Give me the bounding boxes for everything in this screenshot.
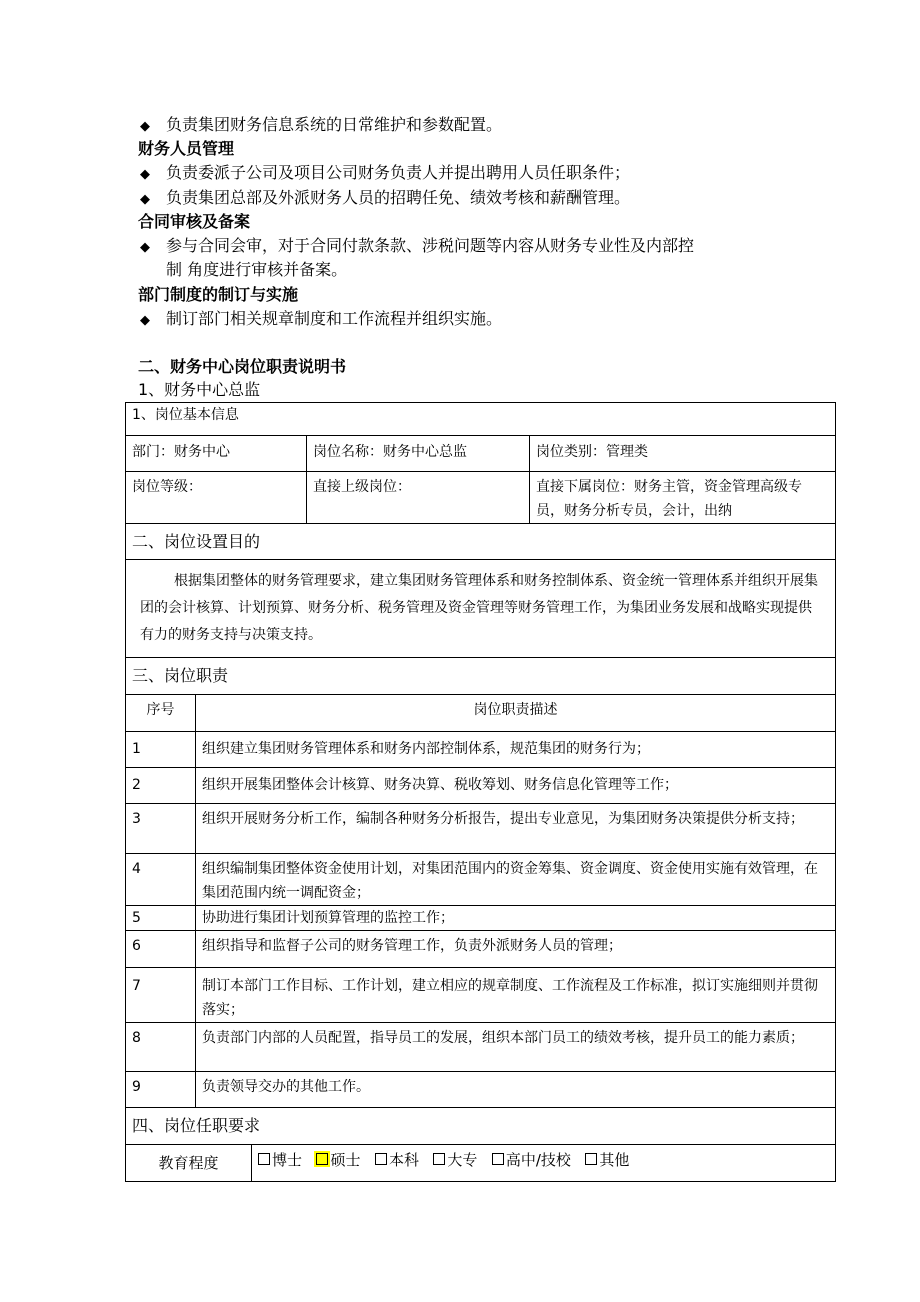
basic-info-title: 1、岗位基本信息 [126, 403, 836, 436]
bullet-text: 制订部门相关规章制度和工作流程并组织实施。 [166, 309, 503, 328]
position-level-cell: 岗位等级： [126, 472, 307, 524]
purpose-text: 根据集团整体的财务管理要求，建立集团财务管理体系和财务控制体系、资金统一管理体系并组织开展集团的会计核算、计划预算、财务分析、税务管理及资金管理等财务管理工作，为集团业务发展和战略实现提供有力的财务支持与决策支持。 [140, 573, 818, 643]
purpose-text-cell [126, 560, 836, 658]
table-row [126, 768, 836, 804]
education-option-other[interactable]: 其他 [585, 1148, 629, 1172]
table-row [126, 906, 836, 931]
table-row [126, 732, 836, 768]
checkbox-icon [258, 1153, 270, 1165]
education-label: 教育程度 [126, 1145, 252, 1182]
bullet-text: 参与合同会审，对于合同付款条款、涉税问题等内容从财务专业性及内部控 [166, 236, 695, 255]
table-row [126, 1072, 836, 1108]
duty-no: 8 [126, 1023, 196, 1072]
duty-no: 5 [126, 906, 196, 931]
table-row [126, 804, 836, 854]
duty-no: 1 [126, 732, 196, 768]
requirements-title: 四、岗位任职要求 [126, 1108, 836, 1145]
position-category-cell: 岗位类别：管理类 [530, 436, 836, 472]
bullet-item [140, 187, 630, 211]
duty-desc: 组织建立集团财务管理体系和财务内部控制体系，规范集团的财务行为； [196, 732, 836, 768]
heading-rules: 部门制度的制订与实施 [138, 285, 299, 304]
education-option-master[interactable]: 硕士 [316, 1148, 360, 1172]
bullet-text: 负责委派子公司及项目公司财务负责人并提出聘用人员任职条件； [166, 163, 631, 182]
duty-desc: 制订本部门工作目标、工作计划，建立相应的规章制度、工作流程及工作标准，拟订实施细则并贯彻落实； [196, 968, 836, 1023]
duty-desc: 协助进行集团计划预算管理的监控工作； [196, 906, 836, 931]
duty-desc: 组织编制集团整体资金使用计划，对集团范围内的资金筹集、资金调度、资金使用实施有效管理，在集团范围内统一调配资金； [196, 854, 836, 906]
diamond-bullet-icon: ◆ [140, 192, 150, 207]
education-option-college[interactable]: 大专 [433, 1148, 477, 1172]
highlighted-checkbox-icon [316, 1153, 328, 1165]
duty-no: 3 [126, 804, 196, 854]
duty-desc: 组织开展财务分析工作，编制各种财务分析报告，提出专业意见，为集团财务决策提供分析支持； [196, 804, 836, 854]
education-option-doctor[interactable]: 博士 [258, 1148, 302, 1172]
table-row [126, 854, 836, 906]
duty-no: 6 [126, 931, 196, 968]
duty-desc: 负责部门内部的人员配置，指导员工的发展，组织本部门员工的绩效考核，提升员工的能力素质； [196, 1023, 836, 1072]
diamond-bullet-icon: ◆ [140, 240, 150, 255]
bullet-item [140, 162, 630, 186]
bullet-item [140, 114, 502, 138]
table-row [126, 968, 836, 1023]
education-options [252, 1145, 836, 1182]
duties-col-desc: 岗位职责描述 [196, 695, 836, 732]
duty-no: 9 [126, 1072, 196, 1108]
duty-no: 4 [126, 854, 196, 906]
education-option-bachelor[interactable]: 本科 [375, 1148, 419, 1172]
duties-title: 三、岗位职责 [126, 658, 836, 695]
bullet-text: 负责集团财务信息系统的日常维护和参数配置。 [166, 115, 503, 134]
checkbox-icon [375, 1153, 387, 1165]
diamond-bullet-icon: ◆ [140, 167, 150, 182]
subsection-title: 1、财务中心总监 [138, 380, 261, 399]
checkbox-icon [492, 1153, 504, 1165]
section-title: 二、财务中心岗位职责说明书 [138, 357, 347, 376]
table-row [126, 1023, 836, 1072]
table-row [126, 931, 836, 968]
diamond-bullet-icon: ◆ [140, 119, 150, 134]
duty-desc: 负责领导交办的其他工作。 [196, 1072, 836, 1108]
position-name-cell: 岗位名称：财务中心总监 [307, 436, 530, 472]
duties-col-no: 序号 [126, 695, 196, 732]
diamond-bullet-icon: ◆ [140, 313, 150, 328]
direct-subordinates-cell: 直接下属岗位：财务主管，资金管理高级专员，财务分析专员，会计，出纳 [530, 472, 836, 524]
checkbox-icon [585, 1153, 597, 1165]
education-option-highschool[interactable]: 高中/技校 [492, 1148, 571, 1172]
heading-contract: 合同审核及备案 [138, 212, 251, 231]
duty-desc: 组织指导和监督子公司的财务管理工作，负责外派财务人员的管理； [196, 931, 836, 968]
purpose-title: 二、岗位设置目的 [126, 524, 836, 560]
bullet-item [140, 308, 502, 332]
bullet-continuation: 制 角度进行审核并备案。 [166, 260, 348, 279]
duty-no: 7 [126, 968, 196, 1023]
bullet-item [140, 235, 694, 259]
job-description-table [125, 402, 836, 1182]
duty-no: 2 [126, 768, 196, 804]
heading-staff: 财务人员管理 [138, 139, 235, 158]
bullet-text: 负责集团总部及外派财务人员的招聘任免、绩效考核和薪酬管理。 [166, 188, 631, 207]
checkbox-icon [433, 1153, 445, 1165]
direct-superior-cell: 直接上级岗位： [307, 472, 530, 524]
duty-desc: 组织开展集团整体会计核算、财务决算、税收筹划、财务信息化管理等工作； [196, 768, 836, 804]
department-cell: 部门：财务中心 [126, 436, 307, 472]
